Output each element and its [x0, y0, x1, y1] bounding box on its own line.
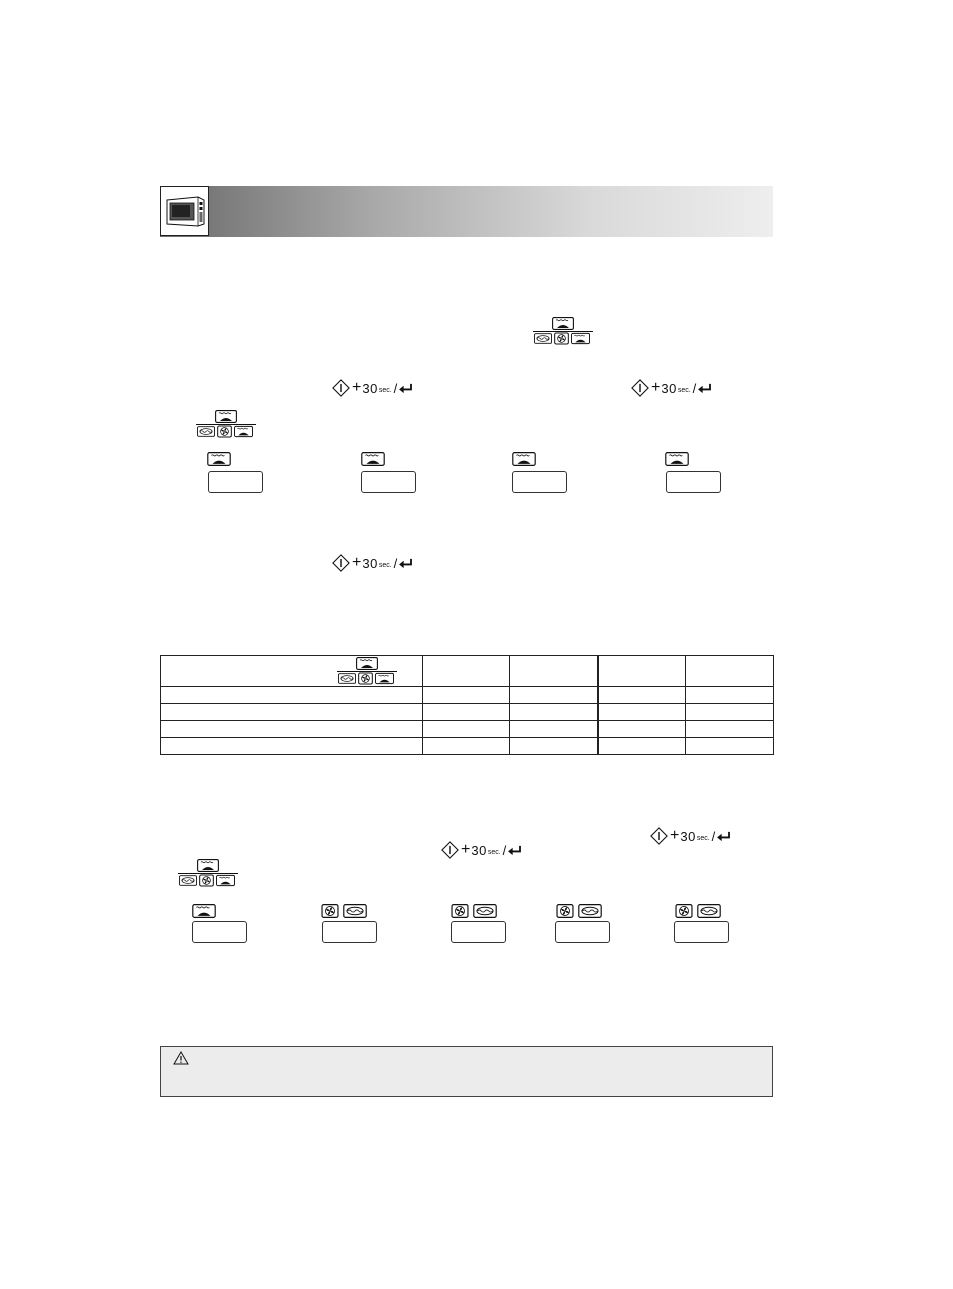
grill-icon [512, 452, 536, 471]
warning-box [160, 1046, 773, 1097]
enter-arrow-icon [507, 845, 522, 856]
enter-arrow-icon [697, 383, 712, 394]
table-header-cell [510, 656, 598, 687]
lcd-display [208, 471, 263, 493]
lcd-display [361, 471, 416, 493]
mode-selector-icon [337, 657, 397, 690]
start-icon [332, 379, 350, 397]
start-30sec-button-symbol: + 30 sec. / [441, 839, 522, 861]
table-row [161, 721, 774, 738]
start-30sec-button-symbol: + 30 sec. / [631, 377, 712, 399]
start-icon [650, 827, 668, 845]
enter-arrow-icon [398, 558, 413, 569]
lcd-display [451, 921, 506, 943]
start-30sec-button-symbol: + 30 sec. / [332, 377, 413, 399]
table-header-cell [161, 656, 423, 687]
lcd-display [674, 921, 729, 943]
grill-icon [207, 452, 231, 471]
start-icon [332, 554, 350, 572]
table-row [161, 704, 774, 721]
mode-selector-icon [178, 859, 238, 892]
section-header-band [160, 186, 773, 237]
lcd-display [666, 471, 721, 493]
table-row [161, 738, 774, 755]
microwave-oven-icon [161, 187, 208, 235]
start-icon [441, 841, 459, 859]
enter-arrow-icon [716, 831, 731, 842]
lcd-display [192, 921, 247, 943]
mode-selector-icon [196, 410, 256, 443]
lcd-display [512, 471, 567, 493]
start-30sec-button-symbol: + 30 sec. / [332, 552, 413, 574]
section-icon-box [160, 186, 209, 236]
lcd-display [555, 921, 610, 943]
start-icon [631, 379, 649, 397]
grill-icon [361, 452, 385, 471]
warning-triangle-icon [173, 1051, 189, 1065]
table-header-row [161, 656, 774, 687]
grill-icon [665, 452, 689, 471]
mode-selector-icon [533, 317, 593, 350]
enter-arrow-icon [398, 383, 413, 394]
cooking-mode-table [160, 655, 774, 755]
start-30sec-button-symbol: + 30 sec. / [650, 825, 731, 847]
table-header-cell [686, 656, 774, 687]
lcd-display [322, 921, 377, 943]
table-header-cell [598, 656, 686, 687]
table-row [161, 687, 774, 704]
table-header-cell [422, 656, 510, 687]
